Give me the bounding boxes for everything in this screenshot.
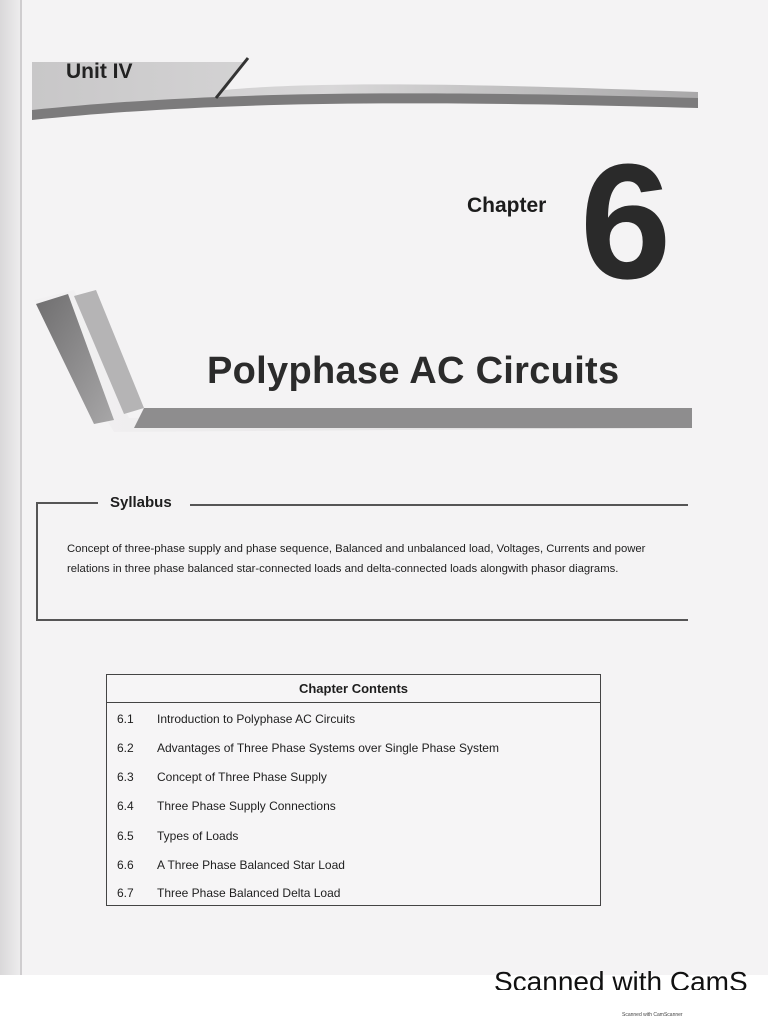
syllabus-rule-right xyxy=(190,504,688,506)
contents-item-title: Introduction to Polyphase AC Circuits xyxy=(157,712,356,726)
contents-item-number: 6.1 xyxy=(117,712,134,726)
contents-item-number: 6.2 xyxy=(117,741,134,755)
syllabus-text: Concept of three-phase supply and phase sequence, Balanced and unbalanced load, Voltages, Currents and power relations in three phase balanced star-connected loads and delta-connected loads alongwith phasor diagrams. xyxy=(67,543,646,575)
chapter-number: 6 xyxy=(580,130,668,313)
contents-item-title: Types of Loads xyxy=(157,829,239,843)
scanner-watermark-small: Scanned with CamScanner xyxy=(622,1012,683,1018)
chapter-contents-table xyxy=(106,674,601,906)
contents-item-number: 6.6 xyxy=(117,858,134,872)
contents-item-title: A Three Phase Balanced Star Load xyxy=(157,858,345,872)
contents-item-title: Three Phase Supply Connections xyxy=(157,799,336,813)
contents-item-title: Concept of Three Phase Supply xyxy=(157,770,327,784)
syllabus-rule-left xyxy=(36,502,98,504)
chapter-word: Chapter xyxy=(467,194,547,217)
contents-item-title: Advantages of Three Phase Systems over Single Phase System xyxy=(157,741,499,755)
contents-item-number: 6.4 xyxy=(117,799,134,813)
unit-label: Unit IV xyxy=(66,60,133,83)
contents-item-number: 6.7 xyxy=(117,886,134,900)
contents-item-number: 6.3 xyxy=(117,770,134,784)
syllabus-heading: Syllabus xyxy=(110,494,172,511)
scanner-watermark: Scanned with CamS xyxy=(494,966,748,990)
page-title: Polyphase AC Circuits xyxy=(207,350,620,392)
page-edge xyxy=(20,0,22,975)
contents-item-number: 6.5 xyxy=(117,829,134,843)
chapter-contents-heading: Chapter Contents xyxy=(107,675,600,703)
page-binding-shadow xyxy=(0,0,22,980)
contents-item-title: Three Phase Balanced Delta Load xyxy=(157,886,341,900)
